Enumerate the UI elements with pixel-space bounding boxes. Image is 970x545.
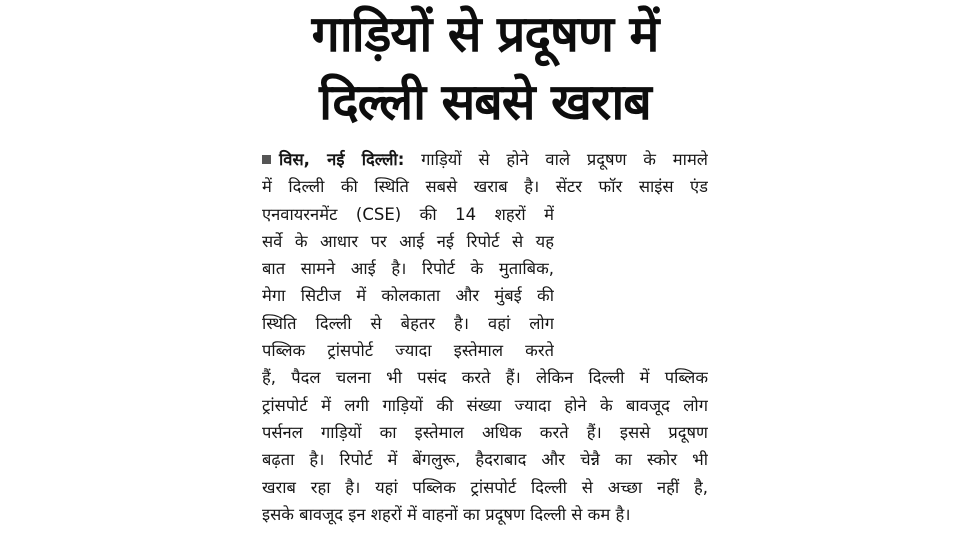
body-line-13: खराब रहा है। यहां पब्लिक ट्रांसपोर्ट दिल्ली से अच्छा नहीं है, bbox=[262, 477, 708, 497]
body-line-12: बढ़ता है। रिपोर्ट में बेंगलुरू, हैदराबाद और चेन्नै का स्कोर भी bbox=[262, 450, 708, 470]
body-line-5: बात सामने आई है। रिपोर्ट के मुताबिक, bbox=[262, 259, 554, 279]
article-body bbox=[262, 146, 708, 528]
body-line-1 bbox=[262, 146, 708, 173]
body-line-14: इसके बावजूद इन शहरों में वाहनों का प्रदूषण दिल्ली से कम है। bbox=[262, 504, 631, 524]
square-bullet-icon bbox=[262, 155, 271, 164]
body-text-1: गाड़ियों से होने वाले प्रदूषण के मामले bbox=[421, 150, 708, 169]
dateline: विस, नई दिल्ली: bbox=[279, 150, 405, 169]
body-line-3: एनवायरनमेंट (CSE) की 14 शहरों में bbox=[262, 204, 554, 224]
news-clipping bbox=[258, 0, 712, 545]
body-line-6: मेगा सिटीज में कोलकाता और मुंबई की bbox=[262, 286, 554, 306]
body-line-8: पब्लिक ट्रांसपोर्ट ज्यादा इस्तेमाल करते bbox=[262, 341, 554, 361]
body-line-7: स्थिति दिल्ली से बेहतर है। वहां लोग bbox=[262, 313, 554, 333]
body-line-11: पर्सनल गाड़ियों का इस्तेमाल अधिक करते हैं। इससे प्रदूषण bbox=[262, 422, 708, 442]
body-line-4: सर्वे के आधार पर आई नई रिपोर्ट से यह bbox=[262, 231, 554, 251]
headline-line-1: गाड़ियों से प्रदूषण में bbox=[311, 5, 659, 63]
headline-line-2: दिल्ली सबसे खराब bbox=[319, 73, 651, 131]
body-line-9: हैं, पैदल चलना भी पसंद करते हैं। लेकिन दिल्ली में पब्लिक bbox=[262, 368, 708, 388]
body-line-2: में दिल्ली की स्थिति सबसे खराब है। सेंटर फॉर साइंस एंड bbox=[262, 177, 708, 197]
body-line-10: ट्रांसपोर्ट में लगी गाड़ियों की संख्या ज्यादा होने के बावजूद लोग bbox=[262, 395, 708, 415]
